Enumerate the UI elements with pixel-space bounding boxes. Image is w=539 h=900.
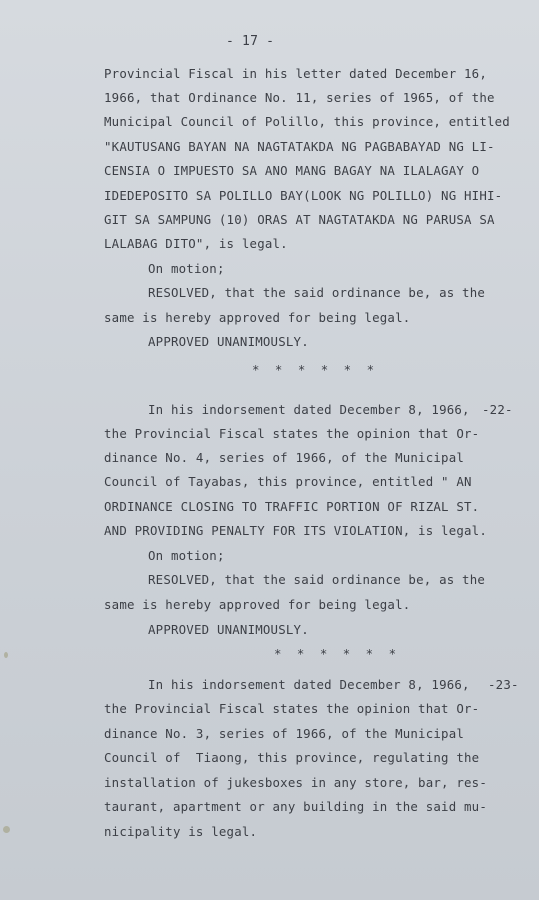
body-line: AND PROVIDING PENALTY FOR ITS VIOLATION, is legal. <box>104 523 487 538</box>
body-line: the Provincial Fiscal states the opinion that Or- <box>104 701 480 716</box>
resolved-line: same is hereby approved for being legal. <box>104 597 411 612</box>
section-separator: * * * * * * <box>252 362 379 377</box>
resolved-line: same is hereby approved for being legal. <box>104 310 411 325</box>
resolved-line: RESOLVED, that the said ordinance be, as the <box>148 285 486 300</box>
body-line: 1966, that Ordinance No. 11, series of 1965, of the <box>104 90 495 105</box>
paper-stain <box>3 826 10 833</box>
body-line: the Provincial Fiscal states the opinion that Or- <box>104 426 480 441</box>
item-number: -23- <box>488 677 519 692</box>
body-line: In his indorsement dated December 8, 1966, <box>148 677 470 692</box>
body-line: Council of Tiaong, this province, regulating the <box>104 750 480 765</box>
body-line: Council of Tayabas, this province, entitled " AN <box>104 474 472 489</box>
body-line: "KAUTUSANG BAYAN NA NAGTATAKDA NG PAGBABAYAD NG LI- <box>104 139 495 154</box>
body-line: nicipality is legal. <box>104 824 258 839</box>
item-number: -22- <box>482 402 513 417</box>
body-line: Provincial Fiscal in his letter dated December 16, <box>104 66 487 81</box>
motion-line: On motion; <box>148 261 225 276</box>
body-line: IDEDEPOSITO SA POLILLO BAY(LOOK NG POLILLO) NG HIHI- <box>104 188 503 203</box>
body-line: LALABAG DITO", is legal. <box>104 236 288 251</box>
resolved-line: RESOLVED, that the said ordinance be, as the <box>148 572 486 587</box>
body-line: Municipal Council of Polillo, this province, entitled <box>104 114 510 129</box>
body-line: CENSIA O IMPUESTO SA ANO MANG BAGAY NA ILALAGAY O <box>104 163 480 178</box>
page-number: - 17 - <box>226 34 275 49</box>
body-line: In his indorsement dated December 8, 1966, <box>148 402 470 417</box>
section-separator: * * * * * * <box>274 646 401 661</box>
paper-stain <box>4 652 8 658</box>
body-line: taurant, apartment or any building in the said mu- <box>104 799 487 814</box>
approved-line: APPROVED UNANIMOUSLY. <box>148 622 309 637</box>
approved-line: APPROVED UNANIMOUSLY. <box>148 334 309 349</box>
body-line: GIT SA SAMPUNG (10) ORAS AT NAGTATAKDA NG PARUSA SA <box>104 212 495 227</box>
body-line: installation of jukesboxes in any store, bar, res- <box>104 775 487 790</box>
body-line: dinance No. 4, series of 1966, of the Municipal <box>104 450 465 465</box>
body-line: dinance No. 3, series of 1966, of the Municipal <box>104 726 465 741</box>
body-line: ORDINANCE CLOSING TO TRAFFIC PORTION OF RIZAL ST. <box>104 499 480 514</box>
motion-line: On motion; <box>148 548 225 563</box>
